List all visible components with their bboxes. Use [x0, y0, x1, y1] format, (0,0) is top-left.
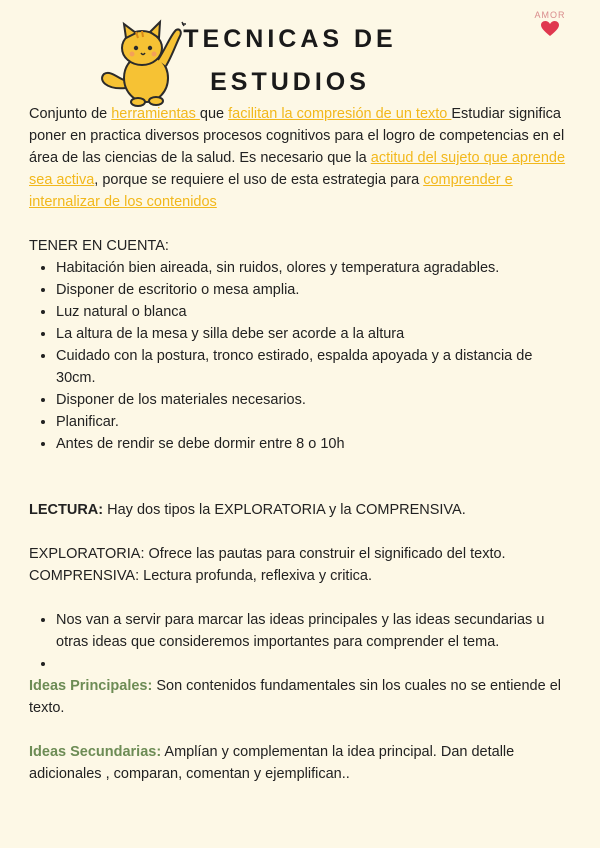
intro-text-3: Estudiar significa poner en practica diversos procesos cognitivos para el logro de competencias en el área de las ciencias de la salud. Es necesario que la — [29, 106, 565, 166]
list-item: • Luz natural o blanca — [56, 301, 574, 323]
comprensiva-text: COMPRENSIVA: Lectura profunda, reflexiva y critica. — [29, 568, 373, 584]
list-item: • Disponer de los materiales necesarios. — [56, 389, 574, 411]
list-item: • Disponer de escritorio o mesa amplia. — [56, 279, 574, 301]
page-content — [29, 103, 574, 785]
title-line-1: TECNICAS DE — [183, 25, 397, 53]
ideas-secundarias-text: Amplían y complementan la idea principal. Dan detalle adicionales , comparan, comentan y ejemplifican.. — [29, 744, 515, 782]
page-header — [0, 0, 600, 105]
highlight-actitud: actitud del sujeto que aprende sea activa — [29, 150, 566, 188]
ideas-principales-paragraph — [29, 675, 574, 719]
list-item: • Antes de rendir se debe dormir entre 8 o 10h — [56, 433, 574, 455]
list-item: • Cuidado con la postura, tronco estirado, espalda apoyada y a distancia de 30cm. — [56, 345, 574, 389]
intro-text-1: Conjunto de — [29, 106, 112, 122]
highlight-comprender: comprender e internalizar de los contenidos — [29, 172, 513, 210]
list-item — [56, 653, 574, 675]
amor-label: AMOR — [534, 10, 566, 20]
tener-list — [29, 257, 574, 455]
lectura-paragraph — [29, 499, 574, 521]
list-item: • Nos van a servir para marcar las ideas principales y las ideas secundarias u otras ideas que consideremos importantes para comprender el tema. — [56, 609, 574, 653]
lectura-list — [29, 609, 574, 675]
ideas-secundarias-label: Ideas Secundarias: — [29, 744, 162, 760]
title-line-2: ESTUDIOS — [210, 68, 370, 96]
tener-heading: TENER EN CUENTA: — [29, 238, 169, 254]
list-item: • La altura de la mesa y silla debe ser acorde a la altura — [56, 323, 574, 345]
intro-text-4: , porque se requiere el uso de esta estrategia para — [94, 172, 424, 188]
ideas-secundarias-paragraph — [29, 741, 574, 785]
highlight-herramientas: herramientas — [111, 106, 200, 122]
lectura-label: LECTURA: — [29, 502, 104, 518]
ideas-principales-label: Ideas Principales: — [29, 678, 153, 694]
heart-icon — [541, 21, 559, 37]
amor-badge — [528, 10, 572, 37]
list-item: • Planificar. — [56, 411, 574, 433]
highlight-facilitan: facilitan la compresión de un texto — [228, 106, 452, 122]
intro-paragraph — [29, 103, 574, 213]
ideas-principales-text: Son contenidos fundamentales sin los cuales no se entiende el texto. — [29, 678, 562, 716]
exploratoria-text: EXPLORATORIA: Ofrece las pautas para construir el significado del texto. — [29, 546, 506, 562]
list-item: • Habitación bien aireada, sin ruidos, olores y temperatura agradables. — [56, 257, 574, 279]
page-title — [175, 18, 405, 104]
lectura-text: Hay dos tipos la EXPLORATORIA y la COMPRENSIVA. — [103, 502, 466, 518]
intro-text-2: que — [199, 106, 229, 122]
